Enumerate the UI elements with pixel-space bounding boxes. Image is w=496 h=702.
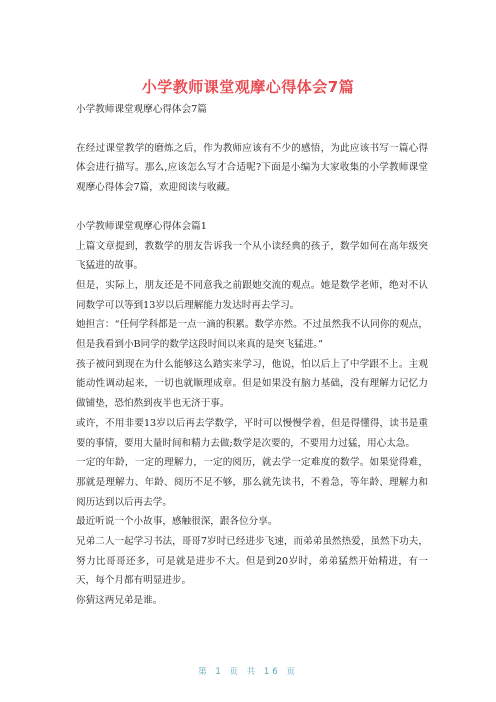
body-paragraph: 或许，不用非要13岁以后再去学数学，平时可以慢慢学着，但是得懂得，读书是重要的事情，要用大量时间和精力去做;数学是次要的，不要用力过猛，用心太急。	[76, 417, 428, 449]
intro-paragraph: 在经过课堂教学的磨炼之后，作为教师应该有不少的感悟，为此应该书写一篇心得体会进行描写。那么,应该怎么写才合适呢?下面是小编为大家收集的小学教师课堂观摩心得体会7篇，欢迎阅读与收藏。	[76, 142, 428, 194]
body-paragraph: 上篇文章提到，教数学的朋友告诉我一个从小读经典的孩子，数学如何在高年级突飞猛进的故事。	[76, 240, 428, 272]
document-subtitle: 小学教师课堂观摩心得体会7篇	[76, 104, 207, 115]
body-paragraph: 孩子被问到现在为什么能够这么踏实来学习，他说，怕以后上了中学跟不上。主观能动性调动起来，一切也就顺理成章。但是如果没有脑力基础，没有理解力记忆力做铺垫，恐怕熬到夜半也无济于事。	[76, 358, 428, 410]
page-number: 第 1 页 共 16 页	[198, 667, 298, 677]
body-paragraph: 最近听说一个小故事，感触很深，跟各位分享。	[76, 516, 278, 528]
document-body	[76, 100, 428, 611]
body-paragraph: 但是，实际上，朋友还是不同意我之前跟她交流的观点。她是数学老师，绝对不认同数学可以等到13岁以后理解能力发达时再去学习。	[76, 279, 428, 311]
document-title: 小学教师课堂观摩心得体会7篇	[141, 78, 355, 96]
body-paragraph: 一定的年龄，一定的理解力，一定的阅历，就去学一定难度的数学。如果觉得难，那就是理解力、年龄、阅历不足不够，那么就先读书，不着急，等年龄、理解力和阅历达到以后再去学。	[76, 457, 428, 508]
body-paragraph: 你猜这两兄弟是谁。	[76, 595, 163, 607]
body-paragraph: 她担言：“任何学科都是一点一滴的积累。数学亦然。不过虽然我不认同你的观点，但是我看到小B同学的数学这段时间以来真的是突飞猛进。”	[76, 319, 428, 351]
section-heading: 小学教师课堂观摩心得体会篇1	[76, 220, 207, 232]
body-paragraph: 兄弟二人一起学习书法，哥哥7岁时已经进步飞速，而弟弟虽然热爱，虽然下功夫，努力比哥哥还多，可是就是进步不大。但是到20岁时，弟弟猛然开始精进，有一天，每个月都有明显进步。	[76, 536, 428, 587]
